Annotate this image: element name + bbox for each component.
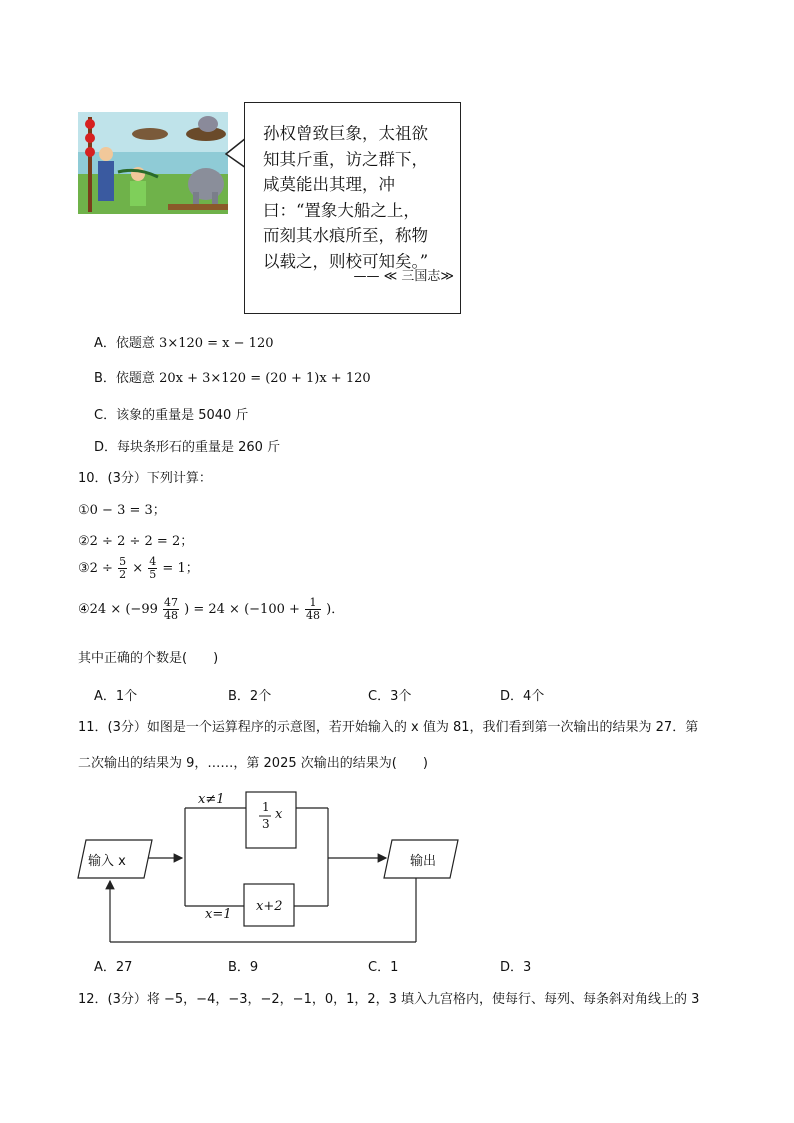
fraction-numerator: 1 (305, 597, 321, 610)
fraction-denominator: 2 (119, 568, 127, 581)
fraction (118, 556, 127, 581)
quote-line: 以载之，则校可知矣。” (263, 251, 429, 271)
q9-option-a-label: A．依题意 (94, 336, 155, 351)
quote-text (263, 121, 453, 274)
condition-bottom: x=1 (205, 907, 232, 922)
q10-item-4-suffix: )． (326, 602, 345, 617)
q11-choice-a: A．27 (94, 960, 133, 975)
q11-choice-b: B．9 (228, 960, 259, 975)
q11-choice-c: C．1 (368, 960, 399, 975)
quote-source: —— ≪ 三国志≫ (353, 269, 454, 284)
quote-line: 而刻其水痕所至，称物 (263, 226, 428, 245)
q9-option-a-expr: 3×120 = x − 120 (159, 336, 274, 351)
q11-stem-line-1: 11．(3分）如图是一个运算程序的示意图，若开始输入的 x 值为 81，我们看到第一次输出的结果为 27．第 (78, 720, 699, 735)
q10-item-3-suffix: = 1； (162, 561, 199, 576)
quote-line: 知其斤重，访之群下， (263, 149, 428, 169)
divide-numerator: 1 (262, 800, 270, 814)
q10-choice-c: C．3个 (368, 689, 412, 704)
add-expression: x+2 (256, 899, 283, 914)
q9-option-a (94, 332, 273, 351)
q10-item-3 (78, 556, 199, 581)
q10-item-4-prefix: ④24 × (−99 (78, 602, 158, 617)
divide-box (246, 792, 296, 848)
fraction-denominator: 48 (164, 609, 179, 622)
q11-stem-line-2: 二次输出的结果为 9，……，第 2025 次输出的结果为( ) (78, 756, 428, 771)
q11-choice-d: D．3 (500, 960, 532, 975)
q12-stem-line-1: 12．(3分）将 −5，−4，−3，−2，−1，0，1，2，3 填入九宫格内，使每行、每列、每条斜对角线上的 3 (78, 992, 700, 1007)
q10-choice-d: D．4个 (500, 689, 545, 704)
divide-denominator: 3 (262, 817, 270, 831)
q10-item-4-mid: ) = 24 × (−100 + (184, 602, 300, 617)
divide-variable: x (275, 807, 283, 822)
q9-option-b (94, 367, 371, 386)
output-label: 输出 (410, 854, 437, 869)
input-label: 输入 x (88, 854, 126, 869)
q9-option-b-expr: 20x + 3×120 = (20 + 1)x + 120 (159, 371, 371, 386)
q10-item-1: ①0 − 3 = 3； (78, 503, 166, 518)
q10-stem: 10．(3分）下列计算： (78, 471, 212, 486)
condition-top: x≠1 (198, 792, 225, 807)
cartoon-illustration (78, 112, 228, 214)
q10-item-2: ②2 ÷ 2 ÷ 2 = 2； (78, 534, 194, 549)
q10-choice-b: B．2个 (228, 689, 272, 704)
fraction-denominator: 48 (306, 609, 321, 622)
q10-question: 其中正确的个数是( ) (78, 651, 219, 666)
fraction-numerator: 4 (149, 555, 157, 568)
q10-item-4 (78, 597, 344, 622)
fraction (148, 556, 157, 581)
fraction-numerator: 5 (119, 555, 127, 568)
fraction-numerator: 47 (164, 596, 179, 609)
q10-choice-a: A．1个 (94, 689, 138, 704)
times-sign: × (132, 561, 144, 576)
fraction (163, 597, 179, 622)
quote-line: 孙权曾致巨象，太祖欲 (263, 124, 428, 143)
quote-box (244, 102, 461, 314)
q9-option-c: C．该象的重量是 5040 斤 (94, 408, 249, 423)
q9-option-b-label: B．依题意 (94, 371, 155, 386)
quote-line: 曰：“置象大船之上， (263, 200, 420, 220)
quote-line: 咸莫能出其理，冲 (263, 175, 395, 194)
fraction (305, 597, 321, 622)
fraction-denominator: 5 (149, 568, 157, 581)
q9-option-d: D．每块条形石的重量是 260 斤 (94, 440, 281, 455)
q10-item-3-prefix: ③2 ÷ (78, 561, 113, 576)
